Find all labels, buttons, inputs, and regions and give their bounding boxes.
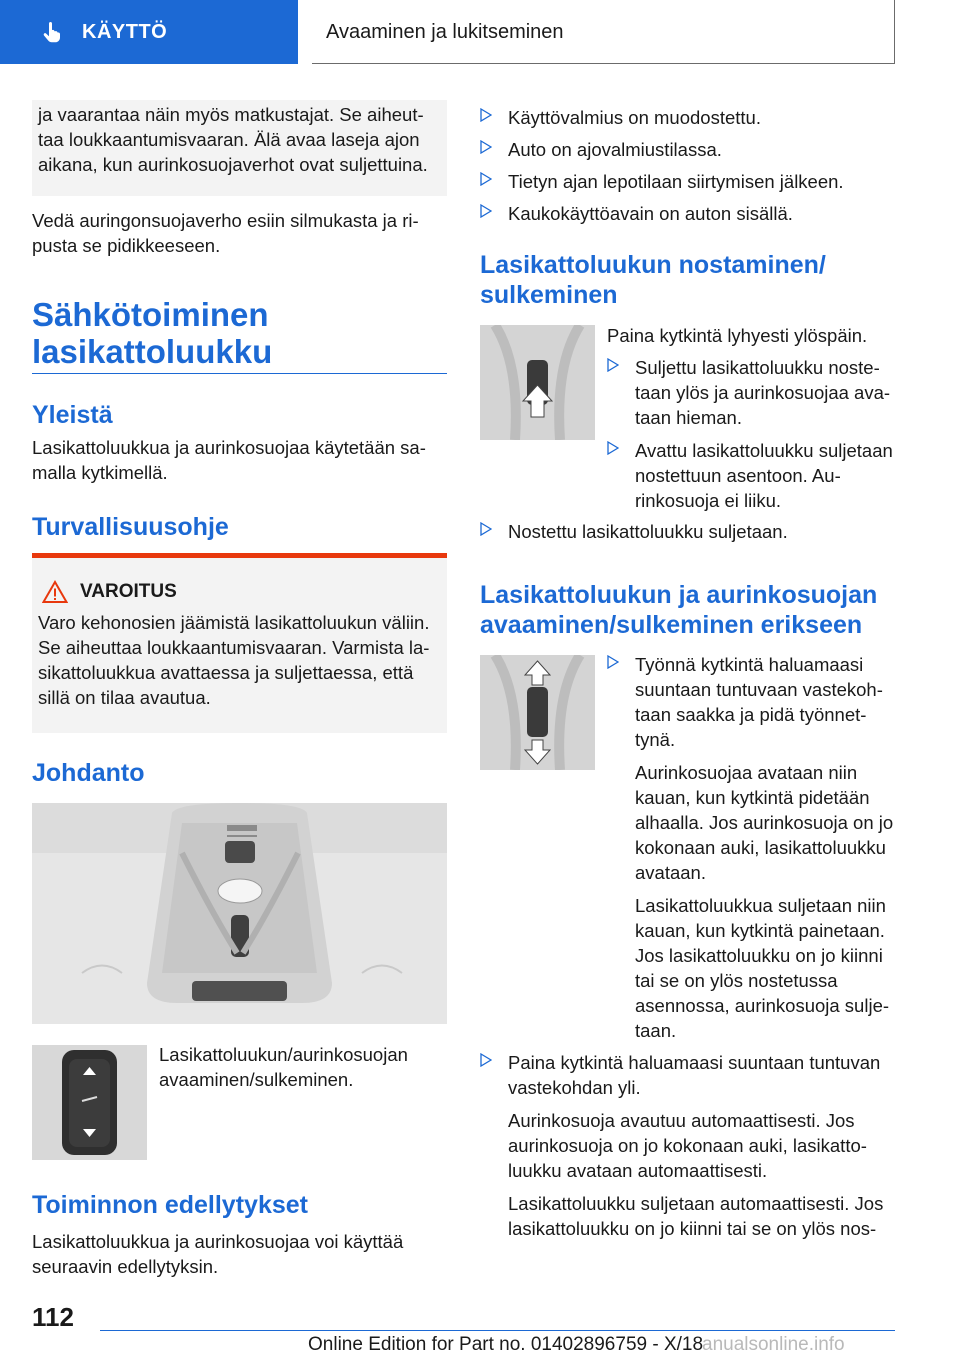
list-item: Käyttövalmius on muodostettu. — [480, 105, 895, 130]
chapter-title: Avaaminen ja lukitseminen — [312, 0, 895, 64]
separate-heading — [480, 580, 900, 640]
edition-text: Online Edition for Part no. 01402896759 - X/18 — [308, 1334, 704, 1355]
list-item: Paina kytkintä haluamaasi suuntaan tuntuvan vastekohdan yli. — [480, 1050, 895, 1100]
conditions-text: Lasikattoluukkua ja aurinkosuojaa voi käyttää seuraavin edellytyksin. — [32, 1231, 404, 1277]
list-item: Avattu lasikattoluukku suljetaan nostettuun asentoon. Aurinkosuoja ei liiku. — [607, 438, 895, 513]
raise-heading — [480, 250, 895, 310]
triangle-bullet-icon — [480, 1053, 492, 1067]
section-label: KÄYTTÖ — [82, 20, 168, 43]
watermark: anualsonline.info — [702, 1334, 845, 1355]
main-heading-line-2: lasikattoluukku — [32, 333, 273, 370]
triangle-bullet-icon — [480, 140, 492, 154]
raise-heading-line-2: sulkeminen — [480, 281, 618, 309]
triangle-bullet-icon — [607, 358, 619, 372]
auto-paragraph-1: Aurinkosuoja avautuu automaattisesti. Jos aurinkosuoja on jo kokonaan auki, lasikattoluukku avataan automaattisesti. — [508, 1110, 867, 1181]
list-item: Auto on ajovalmiustilassa. — [480, 137, 895, 162]
heading-rule — [32, 373, 447, 374]
list-item: Nostettu lasikattoluukku suljetaan. — [480, 519, 895, 544]
main-heading-line-1: Sähkötoiminen — [32, 296, 269, 333]
separate-heading-line-2: avaaminen/sulkeminen erikseen — [480, 611, 863, 639]
triangle-bullet-icon — [607, 441, 619, 455]
switch-up-down-image — [480, 655, 595, 770]
warning-title: VAROITUS — [80, 581, 177, 602]
separate-content — [607, 652, 895, 1043]
list-item: Suljettu lasikattoluukku nostetaan ylös ja aurinkosuojaa avataan hieman. — [607, 355, 895, 430]
triangle-bullet-icon — [607, 655, 619, 669]
raise-heading-line-1: Lasikattoluukun nostaminen/ — [480, 251, 826, 279]
section-tab — [0, 0, 298, 64]
switch-up-image — [480, 325, 595, 440]
main-heading — [32, 296, 447, 370]
list-item: Tietyn ajan lepotilaan siirtymisen jälkeen. — [480, 169, 895, 194]
intro-box-text: ja vaarantaa näin myös matkustajat. Se aiheuttaa loukkaantumisvaaran. Älä avaa laseja ajon aikana, kun aurinkosuojaverhot ovat suljettuina. — [38, 104, 428, 175]
warning-text: Varo kehonosien jäämistä lasikattoluukun väliin. Se aiheuttaa loukkaantumisvaaran. Varmista lasikattoluukkua avattaessa ja suljettaessa, että sillä on tilaa avautua. — [38, 612, 430, 708]
triangle-bullet-icon — [480, 108, 492, 122]
triangle-bullet-icon — [480, 204, 492, 218]
conditions-list — [480, 105, 895, 226]
separate-paragraph-2: Lasikattoluukkua suljetaan niin kauan, kun kytkintä painetaan. Jos lasikattoluukku on jo kiinni tai se on ylös nostetussa asennossa, aurinkosuoja suljetaan. — [635, 895, 890, 1041]
overhead-console-image — [32, 803, 447, 1024]
roof-switch-image — [32, 1045, 147, 1160]
johdanto-heading: Johdanto — [32, 759, 145, 787]
triangle-bullet-icon — [480, 172, 492, 186]
warning-box — [32, 553, 447, 733]
footer-rule — [100, 1330, 895, 1331]
warning-icon — [42, 580, 68, 604]
separate-heading-line-1: Lasikattoluukun ja aurinkosuojan — [480, 581, 878, 609]
sunshade-paragraph: Vedä auringonsuojaverho esiin silmukasta ja ripusta se pidikkeeseen. — [32, 210, 419, 256]
page-number: 112 — [32, 1302, 74, 1332]
list-item: Työnnä kytkintä haluamaasi suuntaan tuntuvaan vastekohtaan saakka ja pidä työnnettynä. — [607, 652, 895, 752]
auto-content — [480, 1050, 895, 1241]
separate-paragraph-1: Aurinkosuojaa avataan niin kauan, kun kytkintä pidetään alhaalla. Jos aurinkosuoja on jo kokonaan auki, lasikattoluukku avataan. — [635, 762, 894, 883]
intro-box — [32, 100, 447, 196]
safety-heading: Turvallisuusohje — [32, 513, 229, 541]
list-item: Kaukokäyttöavain on auton sisällä. — [480, 201, 895, 226]
conditions-heading: Toiminnon edellytykset — [32, 1191, 308, 1219]
raise-sublist — [607, 355, 895, 513]
switch-caption: Lasikattoluukun/aurinkosuojan avaaminen/sulkeminen. — [159, 1044, 408, 1090]
triangle-bullet-icon — [480, 522, 492, 536]
auto-paragraph-2: Lasikattoluukku suljetaan automaattisesti. Jos lasikattoluukku on jo kiinni tai se on ylös nos- — [508, 1193, 884, 1239]
hand-pointer-icon — [40, 20, 64, 44]
yleista-text: Lasikattoluukkua ja aurinkosuojaa käytetään samalla kytkimellä. — [32, 437, 426, 483]
raise-intro: Paina kytkintä lyhyesti ylöspäin. — [607, 325, 868, 346]
yleista-heading: Yleistä — [32, 401, 113, 429]
